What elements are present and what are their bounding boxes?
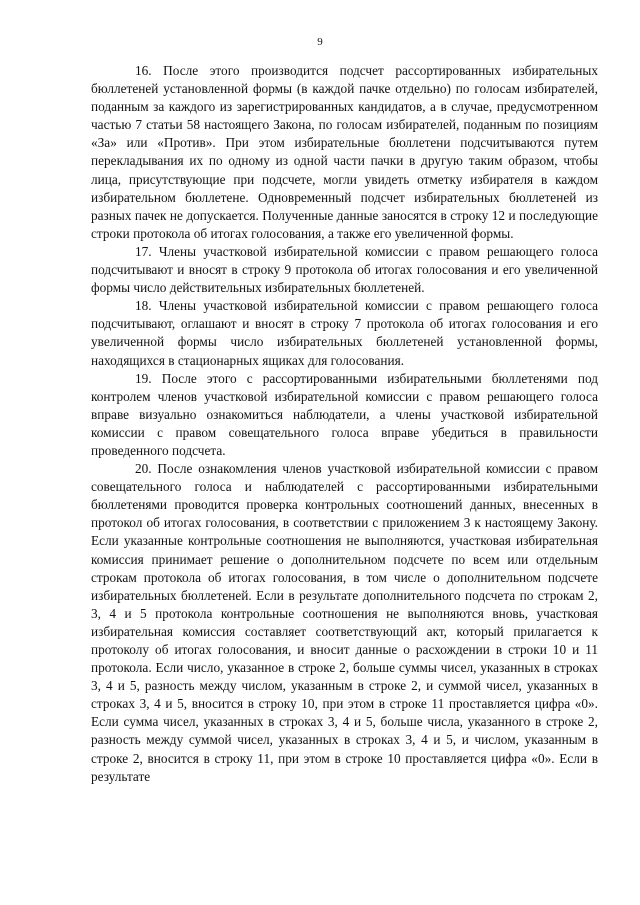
- document-body: [91, 62, 598, 786]
- paragraph-19: 19. После этого с рассортированными избирательными бюллетенями под контролем членов участковой избирательной комиссии с правом решающего голоса вправе визуально ознакомиться наблюдатели, а члены участковой избирательной комиссии с правом совещательного голоса вправе убедиться в правильности проведенного подсчета.: [91, 370, 598, 458]
- page-number: 9: [317, 36, 323, 48]
- paragraph-18: 18. Члены участковой избирательной комиссии с правом решающего голоса подсчитывают, оглашают и вносят в строку 7 протокола об итогах голосования и его увеличенной формы число избирательных бюллетеней установленной формы, находящихся в стационарных ящиках для голосования.: [91, 298, 598, 368]
- paragraph-16: 16. После этого производится подсчет рассортированных избирательных бюллетеней установленной формы (в каждой пачке отдельно) по голосам избирателей, поданным за каждого из зарегистрированных кандидатов, а в случае, предусмотренном частью 7 статьи 58 настоящего Закона, по голосам избирателей, поданным по позициям «За» или «Против». При этом избирательные бюллетени подсчитываются путем перекладывания их по одному из одной части пачки в другую таким образом, чтобы лица, присутствующие при подсчете, могли увидеть отметку избирателя в каждом избирательном бюллетене. Одновременный подсчет избирательных бюллетеней из разных пачек не допускается. Полученные данные заносятся в строку 12 и последующие строки протокола об итогах голосования, а также его увеличенной формы.: [91, 63, 598, 241]
- paragraph-17: 17. Члены участковой избирательной комиссии с правом решающего голоса подсчитывают и вносят в строку 9 протокола об итогах голосования и его увеличенной формы число действительных избирательных бюллетеней.: [91, 243, 598, 296]
- paragraph-20: 20. После ознакомления членов участковой избирательной комиссии с правом совещательного голоса и наблюдателей с рассортированными избирательными бюллетенями проводится проверка контрольных соотношений данных, внесенных в протокол об итогах голосования, в соответствии с приложением 3 к настоящему Закону. Если указанные контрольные соотношения не выполняются, участковая избирательная комиссия принимает решение о дополнительном подсчете по всем или отдельным строкам протокола об итогах голосования, в том числе о дополнительном подсчете избирательных бюллетеней. Если в результате дополнительного подсчета по строкам 2, 3, 4 и 5 протокола контрольные соотношения не выполняются вновь, участковая избирательная комиссия составляет соответствующий акт, который прилагается к протоколу об итогах голосования, и вносит данные о расхождении в строки 10 и 11 протокола. Если число, указанное в строке 2, больше суммы чисел, указанных в строках 3, 4 и 5, разность между числом, указанным в строке 2, и суммой чисел, указанных в строках 3, 4 и 5, вносится в строку 10, при этом в строке 11 проставляется цифра «0». Если сумма чисел, указанных в строках 3, 4 и 5, больше числа, указанного в строке 2, разность между суммой чисел, указанных в строках 3, 4 и 5, и числом, указанным в строке 2, вносится в строку 11, при этом в строке 10 проставляется цифра «0». Если в результате: [91, 461, 598, 784]
